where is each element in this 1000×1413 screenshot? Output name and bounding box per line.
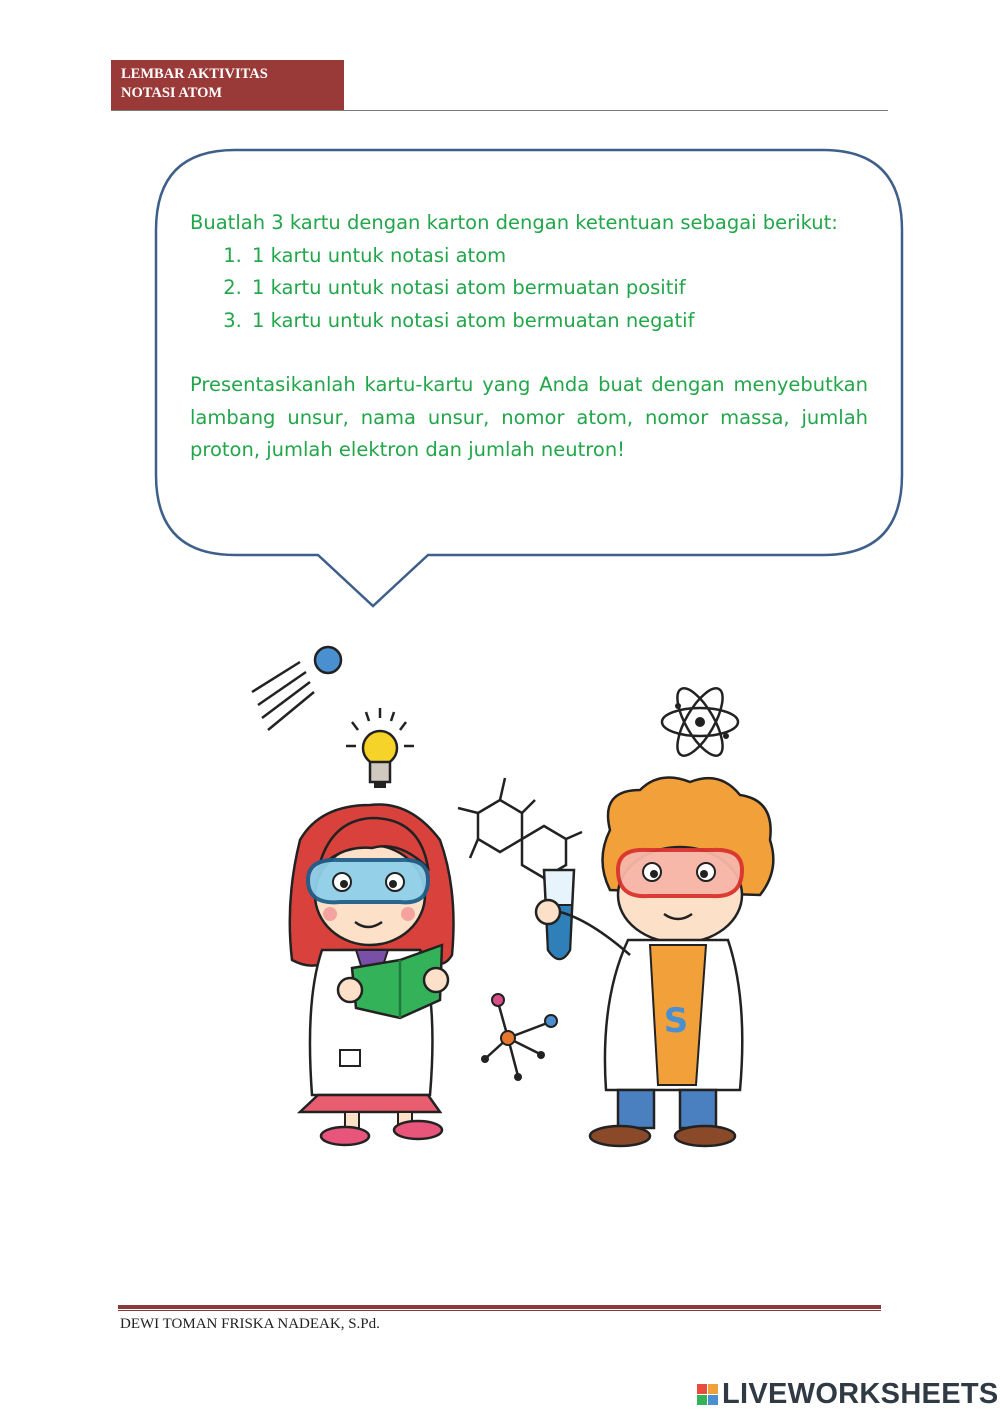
header-title-line1: LEMBAR AKTIVITAS: [121, 66, 268, 82]
boy-scientist: [536, 778, 773, 1147]
footer-divider: [118, 1305, 881, 1309]
girl-scientist: [290, 804, 454, 1145]
shirt-letter: S: [663, 1001, 689, 1041]
flying-ball-icon: [252, 647, 341, 730]
brand-name: LIVEWORKSHEETS: [722, 1377, 999, 1410]
ball-stick-molecule: [481, 994, 557, 1081]
liveworksheets-logo[interactable]: [697, 1376, 999, 1412]
instructions-task: Presentasikanlah kartu-kartu yang Anda buat dengan menyebutkan lambang unsur, nama unsur, nomor atom, nomor massa, jumlah proton, jumlah elektron dan jumlah neutron!: [190, 373, 868, 461]
instructions-item: 1. 1 kartu untuk notasi atom: [248, 240, 868, 273]
instructions-intro: Buatlah 3 kartu dengan karton dengan ketentuan sebagai berikut:: [190, 211, 838, 234]
footer-divider-thin: [118, 1310, 881, 1311]
instructions-item: 3. 1 kartu untuk notasi atom bermuatan negatif: [248, 305, 868, 338]
atom-icon: [662, 682, 738, 762]
instructions-item: 2. 1 kartu untuk notasi atom bermuatan positif: [248, 272, 868, 305]
header-title-line2: NOTASI ATOM: [121, 85, 223, 101]
logo-blocks-icon: [697, 1384, 718, 1405]
footer-author: DEWI TOMAN FRISKA NADEAK, S.Pd.: [120, 1316, 380, 1332]
lightbulb-icon: [346, 708, 414, 788]
